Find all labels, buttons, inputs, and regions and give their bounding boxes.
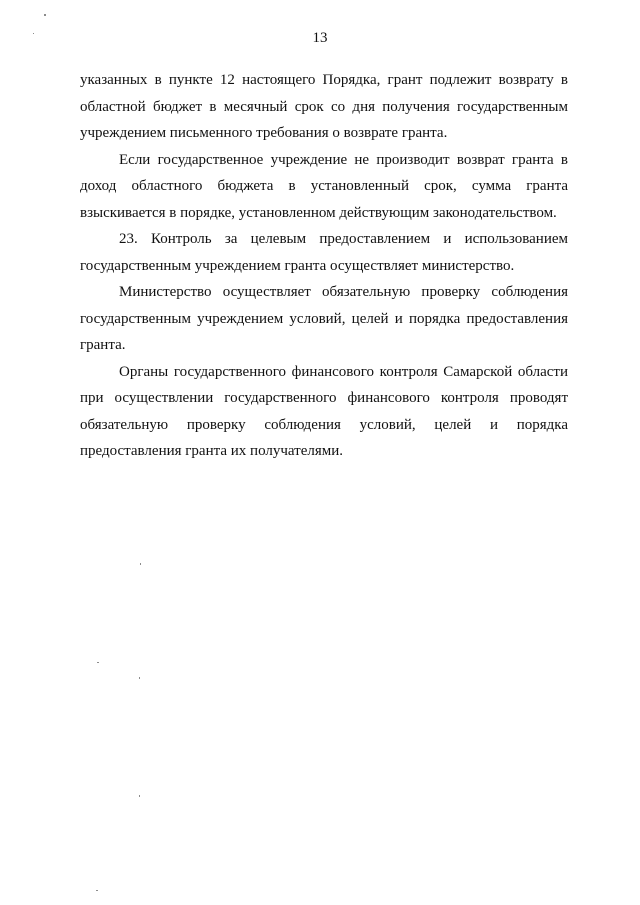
scan-speck: [97, 662, 99, 663]
paragraph-ministry-inspection: Министерство осуществляет обязательную проверку соблюдения государственным учреждением условий, целей и порядка предоставления гранта.: [80, 284, 568, 353]
page-number: 13: [312, 30, 328, 46]
document-body: [80, 67, 568, 465]
paragraph-grant-return: указанных в пункте 12 настоящего Порядка, грант подлежит возврату в областной бюджет в месячный срок со дня получения государственным учреждением письменного требования о возврате гранта.: [80, 72, 568, 141]
scan-speck: [44, 14, 46, 16]
scan-speck: [96, 890, 98, 891]
scan-speck: [139, 677, 140, 679]
paragraph-grant-recovery: Если государственное учреждение не производит возврат гранта в доход областного бюджета в установленный срок, сумма гранта взыскивается в порядке, установленном действующим законодательством.: [80, 151, 568, 221]
scan-speck: [33, 33, 34, 34]
paragraph-financial-control: Органы государственного финансового контроля Самарской области при осуществлении государственного финансового контроля проводят обязательную проверку соблюдения условий, целей и порядка предоставления гранта их получателями.: [80, 363, 568, 459]
paragraph-control-clause-23: 23. Контроль за целевым предоставлением и использованием государственным учреждением гранта осуществляет министерство.: [80, 231, 568, 274]
scan-speck: [139, 795, 140, 797]
scan-speck: [140, 563, 141, 565]
